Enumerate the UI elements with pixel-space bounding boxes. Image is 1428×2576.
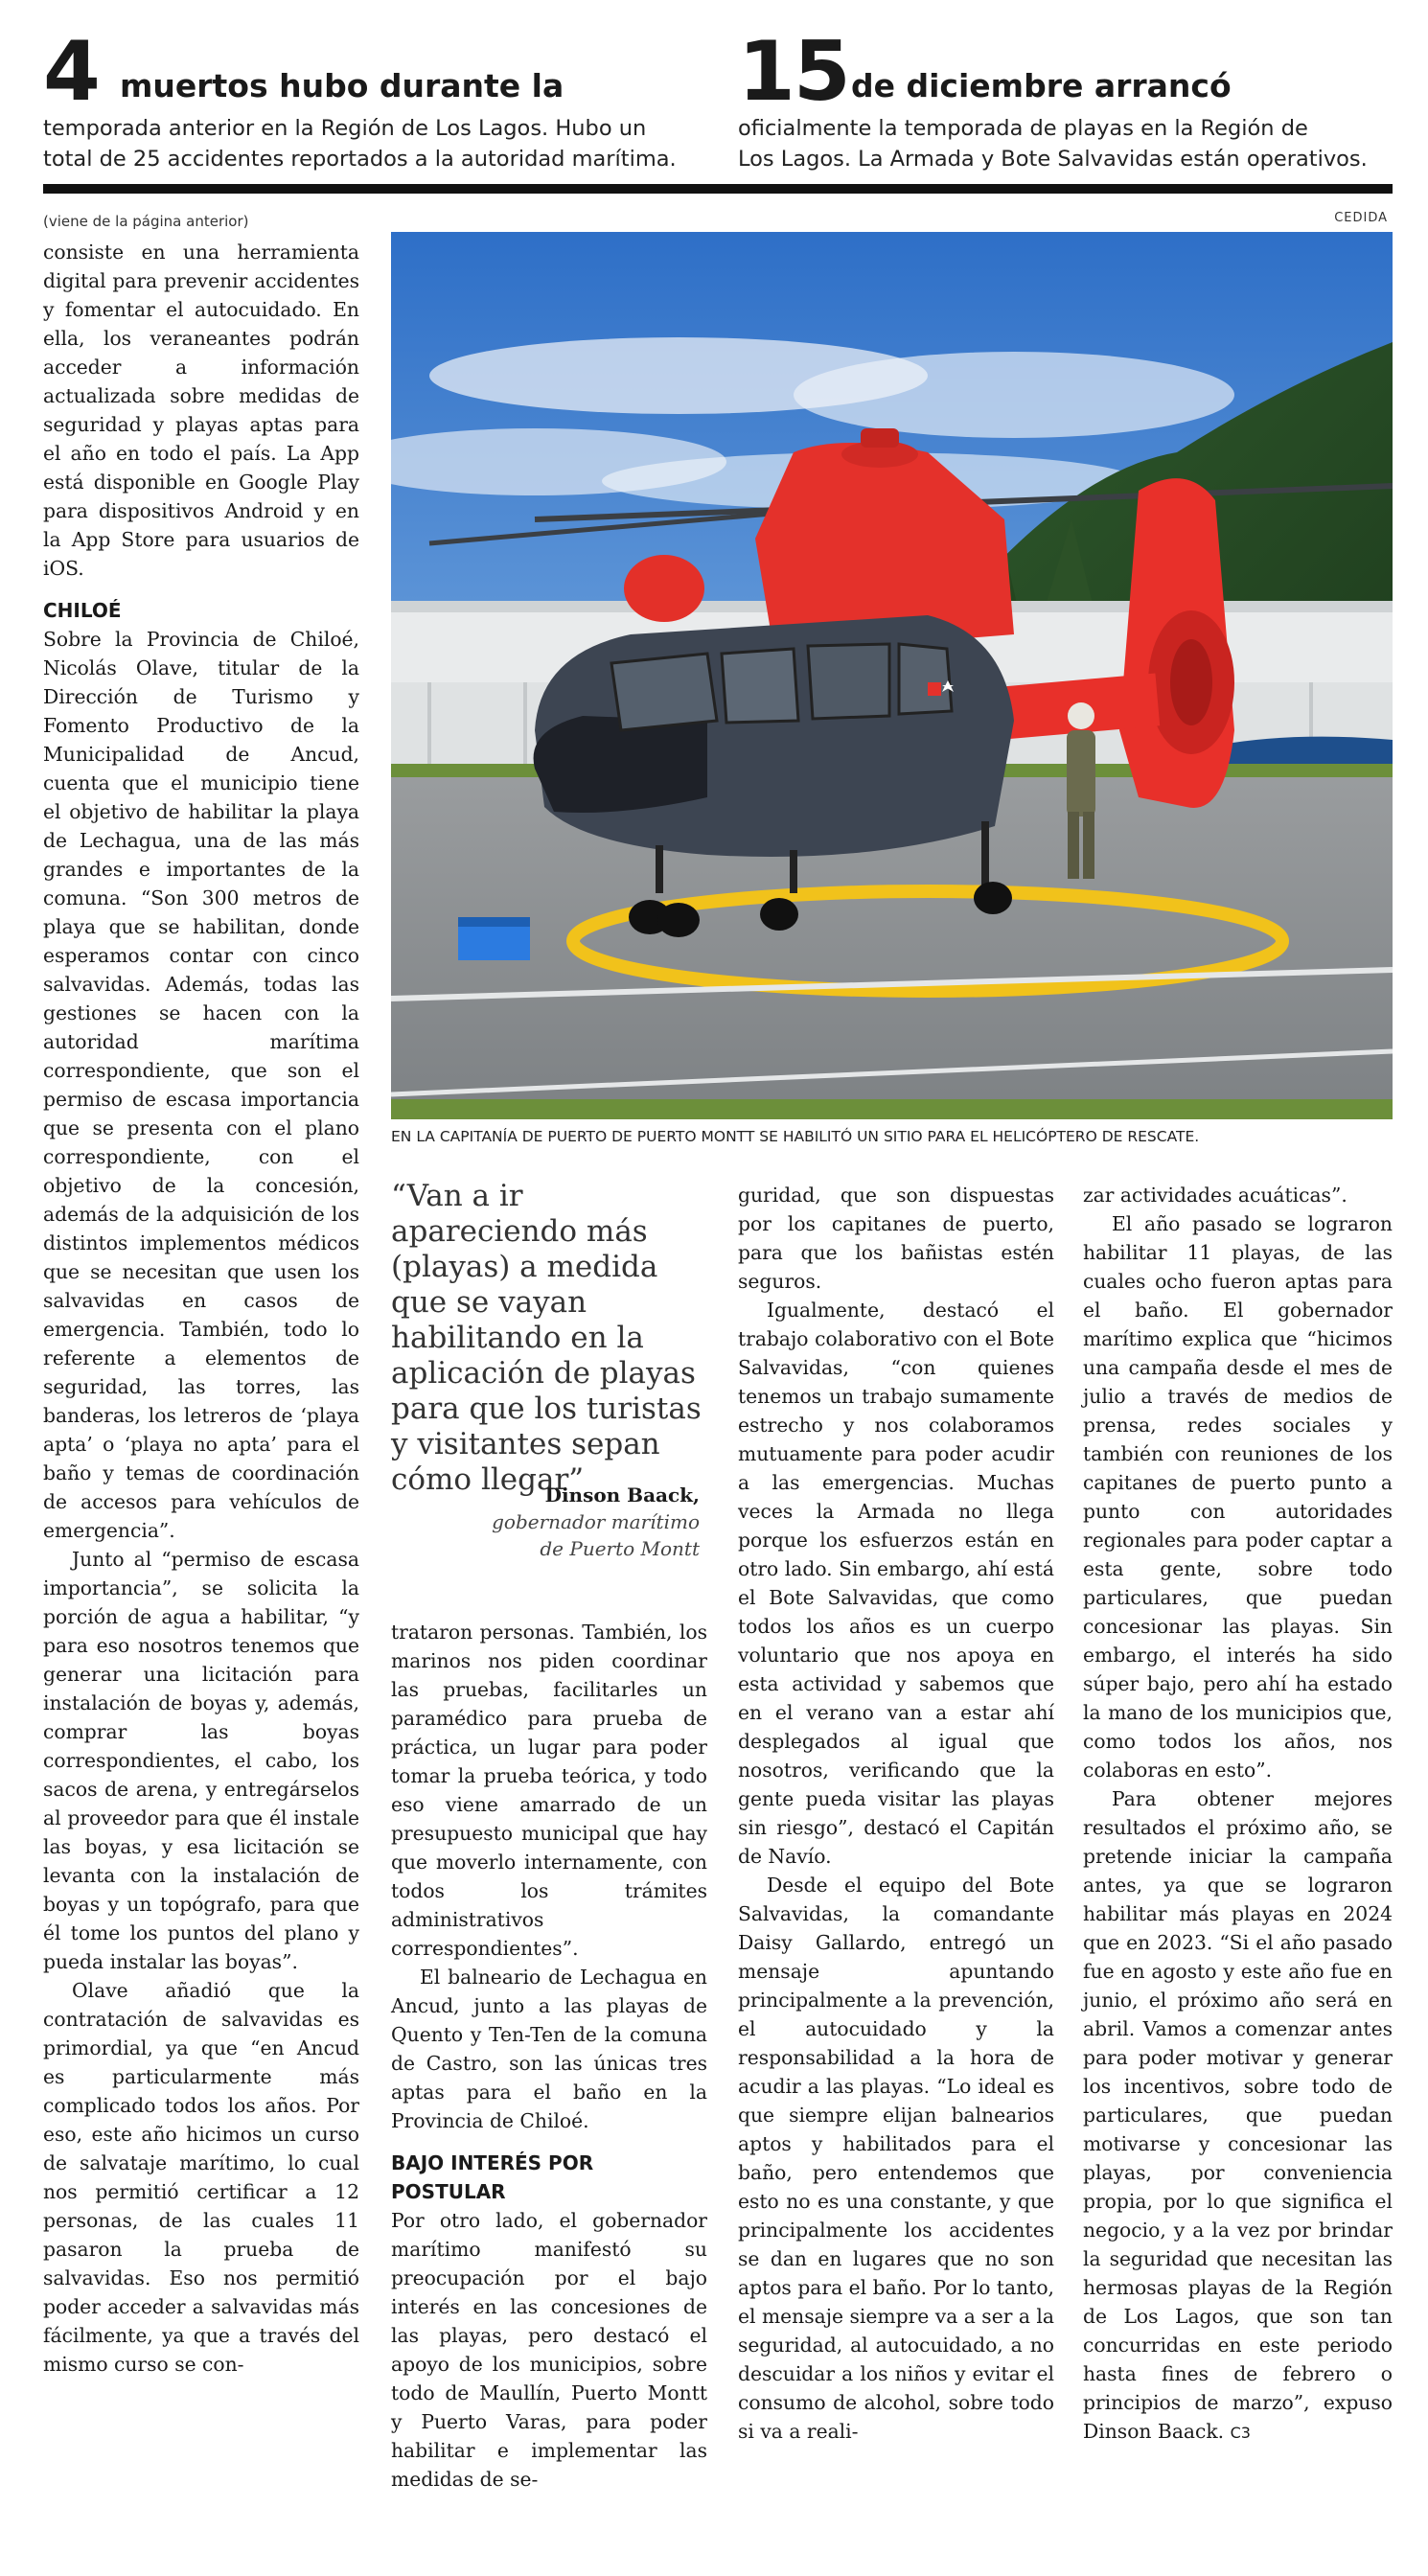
column-1 — [43, 238, 359, 2379]
quote-role-2: de Puerto Montt — [540, 1537, 700, 1560]
end-mark-icon: C3 — [1230, 2424, 1251, 2442]
quote-role-1: gobernador marítimo — [492, 1510, 700, 1533]
pull-quote: “Van a ir apareciendo más (playas) a medida que se vayan habilitando en la aplicación de playas para que los turistas y visitantes sepan cómo llegar” — [391, 1179, 702, 1497]
continued-note: (viene de la página anterior) — [43, 213, 249, 230]
subhead-bajo-interes: BAJO INTERÉS POR POSTULAR — [391, 2151, 594, 2203]
subhead-chiloe: CHILOÉ — [43, 599, 122, 622]
col3-paragraph-2: Igualmente, destacó el trabajo colaborativo con el Bote Salvavidas, “con quienes tenemos un trabajo sumamente estrecho y nos colaboramos mutuamente para poder acudir a las emergencias. Muchas veces la Armada no llega porque los esfuerzos están en otro lado. Sin embargo, ahí está el Bote Salvavidas, que como todos los años es un cuerpo voluntario que nos apoya en esta actividad y sabemos que en el verano van a estar ahí desplegados al igual que nosotros, verificando que la gente pueda visitar las playas sin riesgo”, destacó el Capitán de Navío. — [738, 1299, 1054, 1868]
column-2 — [391, 1618, 707, 2494]
fact-season-start — [738, 24, 1390, 182]
fact-deaths-line2: total de 25 accidentes reportados a la autoridad marítima. — [43, 147, 677, 172]
column-4 — [1083, 1181, 1393, 2448]
col2-paragraph-1: trataron personas. También, los marinos nos piden coordinar las pruebas, facilitarles un paramédico para prueba de práctica, un lugar para poder tomar la prueba teórica, y todo eso viene amarrado de un presupuesto municipal que hay que moverlo internamente, con todos los trámites administrativos correspondientes”. — [391, 1621, 707, 1960]
fact-season-line1: oficialmente la temporada de playas en la Región de — [738, 116, 1308, 141]
fact-season-lead: de diciembre arrancó — [851, 67, 1232, 104]
fact-deaths — [43, 24, 695, 182]
fact-deaths-text — [43, 113, 677, 174]
fact-season-text — [738, 113, 1368, 174]
column-3 — [738, 1181, 1054, 2446]
col1-paragraph-3: Olave añadió que la contratación de salvavidas es primordial, ya que “en Ancud es particularmente más complicado todos los años. Por eso, este año hicimos un curso de salvataje marítimo, lo cual nos permitió certificar a 12 personas, de las cuales 11 pasaron la prueba de salvavidas. Eso nos permitió poder acceder a salvavidas más fácilmente, ya que a través del mismo curso se con- — [43, 1979, 359, 2376]
fact-season-line2: Los Lagos. La Armada y Bote Salvavidas están operativos. — [738, 147, 1368, 172]
fact-deaths-line1: temporada anterior en la Región de Los Lagos. Hubo un — [43, 116, 647, 141]
fact-deaths-lead: muertos hubo durante la — [120, 67, 564, 104]
col3-paragraph-3: Desde el equipo del Bote Salvavidas, la comandante Daisy Gallardo, entregó un mensaje apuntando principalmente a la prevención, el autocuidado y la responsabilidad a la hora de acudir a las playas. “Lo ideal es que siempre elijan balnearios aptos y habilitados para el baño, pero entendemos que esto no es una constante, y que principalmente los accidentes se dan en lugares que no son aptos para el baño. Por lo tanto, el mensaje siempre va a ser a la seguridad, al autocuidado, a no descuidar a los niños y evitar el consumo de alcohol, sobre todo si va a reali- — [738, 1874, 1054, 2443]
fact-deaths-number: 4 — [43, 24, 99, 120]
fact-season-number: 15 — [738, 24, 849, 120]
col3-paragraph-1: guridad, que son dispuestas por los capitanes de puerto, para que los bañistas estén seguros. — [738, 1184, 1054, 1293]
header-rule — [43, 184, 1393, 194]
col1-paragraph-2: Junto al “permiso de escasa importancia”, se solicita la porción de agua a habilitar, “y para eso nosotros tenemos que generar una licitación para instalación de boyas y, además, comprar las boyas correspondientes, el cabo, los sacos de arena, y entregárselos al proveedor para que él instale las boyas, y esa licitación se levanta con la instalación de boyas y un topógrafo, para que él tome los puntos del plano y pueda instalar las boyas”. — [43, 1548, 359, 1973]
col1-paragraph-1: Sobre la Provincia de Chiloé, Nicolás Olave, titular de la Dirección de Turismo y Fomento Productivo de la Municipalidad de Ancud, cuenta que el municipio tiene el objetivo de habilitar la playa de Lechagua, una de las más grandes e importantes de la comuna. “Son 300 metros de playa que se habilitan, donde esperamos contar con cinco salvavidas. Además, todas las gestiones se hacen con la autoridad marítima correspondiente, que son el permiso de escasa importancia que se presenta con el plano correspondiente, con el objetivo de la concesión, además de la adquisición de los distintos implementos médicos que se necesitan que usen los salvavidas en casos de emergencia. También, todo lo referente a elementos de seguridad, las torres, las banderas, los letreros de ‘playa apta’ o ‘playa no apta’ para el baño y temas de coordinación de accesos para vehículos de emergencia”. — [43, 628, 359, 1542]
col4-paragraph-2: El año pasado se lograron habilitar 11 playas, de las cuales ocho fueron aptas para el baño. El gobernador marítimo explica que “hicimos una campaña desde el mes de julio a través de medios de prensa, redes sociales y también con reuniones de los capitanes de puerto punto a punto con autoridades regionales para poder captar a esta gente, sobre todo particulares, que puedan concesionar las playas. Sin embargo, el interés ha sido súper bajo, pero ahí ha estado la mano de los municipios que, como todos los años, nos colaboras en esto”. — [1083, 1212, 1393, 1782]
helicopter-photo — [391, 232, 1393, 1119]
photo-credit: CEDIDA — [1334, 211, 1388, 225]
col4-paragraph-1: zar actividades acuáticas”. — [1083, 1184, 1347, 1207]
col2-paragraph-3: Por otro lado, el gobernador marítimo manifestó su preocupación por el bajo interés en las concesiones de las playas, pero destacó el apoyo de los municipios, sobre todo de Maullín, Puerto Montt y Puerto Varas, para poder habilitar e implementar las medidas de se- — [391, 2209, 707, 2491]
quote-author: Dinson Baack, — [544, 1484, 700, 1506]
col2-paragraph-2: El balneario de Lechagua en Ancud, junto a las playas de Quento y Ten-Ten de la comuna de Castro, son las únicas tres aptas para el baño en la Provincia de Chiloé. — [391, 1966, 707, 2132]
col4-paragraph-3: Para obtener mejores resultados el próximo año, se pretende iniciar la campaña antes, ya que se lograron habilitar más playas en 2024 que en 2023. “Si el año pasado fue en agosto y este año fue en junio, el próximo año será en abril. Vamos a comenzar antes para poder motivar y generar los incentivos, sobre todo de particulares, que puedan motivarse y concesionar las playas, por conveniencia propia, por lo que significa el negocio, y a la vez por brindar la seguridad que necesitan las hermosas playas de la Región de Los Lagos, que son tan concurridas en este periodo hasta fines de febrero o principios de marzo”, expuso Dinson Baack. — [1083, 1787, 1393, 2443]
quote-attribution — [391, 1482, 700, 1562]
col1-intro: consiste en una herramienta digital para prevenir accidentes y fomentar el autocuidado. En ella, los veraneantes podrán acceder a información actualizada sobre medidas de seguridad y playas aptas para el año en todo el país. La App está disponible en Google Play para dispositivos Android y en la App Store para usuarios de iOS. — [43, 241, 359, 580]
photo-caption: EN LA CAPITANÍA DE PUERTO DE PUERTO MONTT SE HABILITÓ UN SITIO PARA EL HELICÓPTERO DE RESCATE. — [391, 1128, 1200, 1145]
